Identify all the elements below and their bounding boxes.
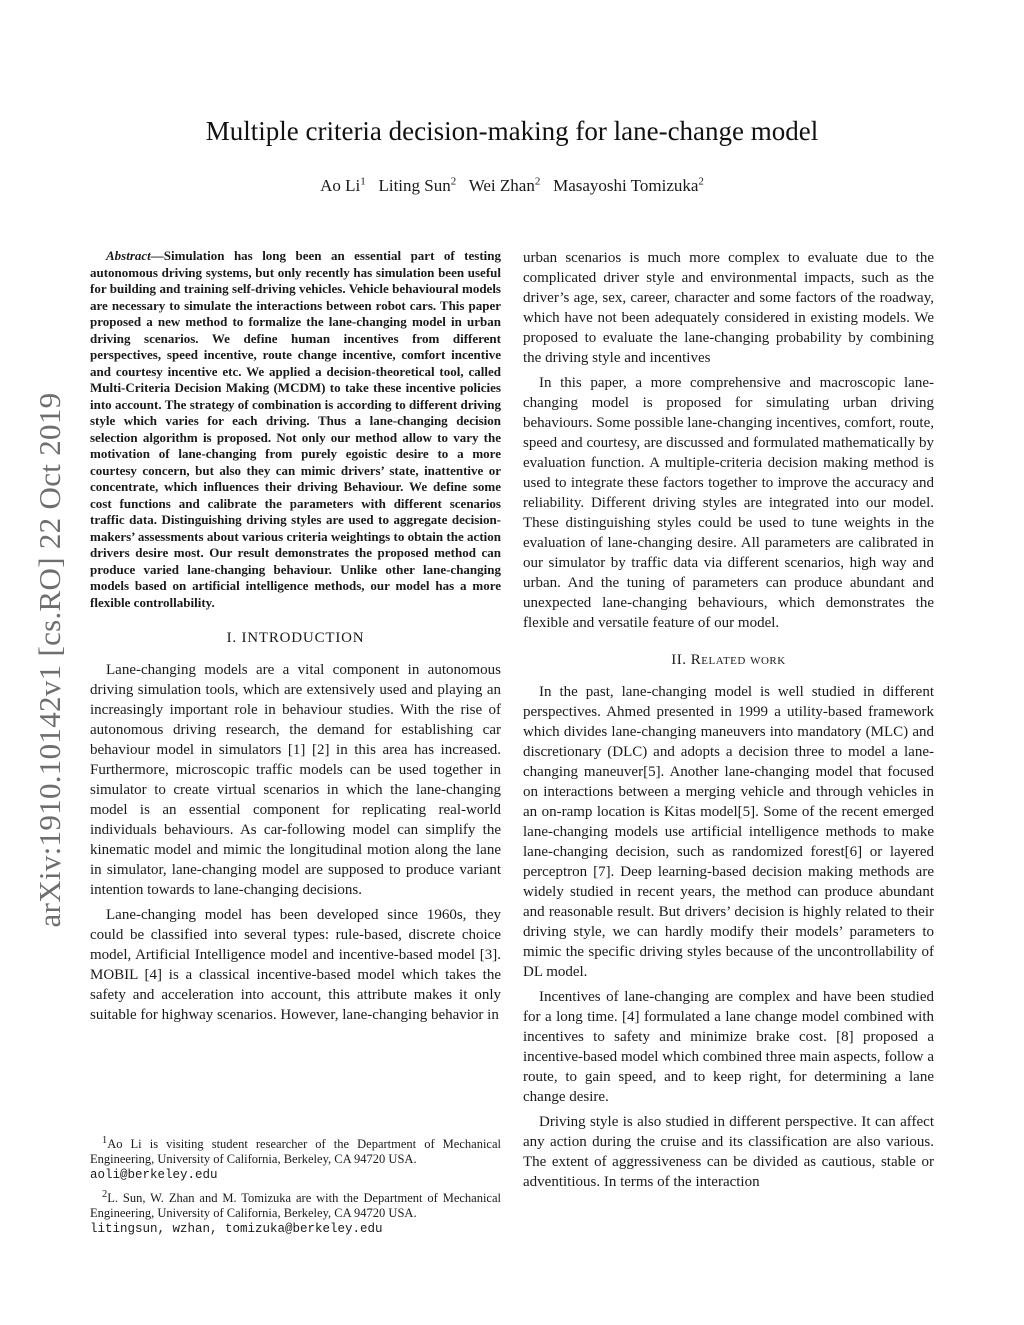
body-paragraph: Driving style is also studied in different perspective. It can affect any action during the cruise and its classification are also various. The extent of aggressiveness can be divided as cautious, stable or adventitious. In terms of the interaction (523, 1114, 934, 1190)
section-heading-introduction: I. INTRODUCTION (226, 630, 365, 646)
author-list (0, 175, 1024, 196)
body-paragraph: In this paper, a more comprehensive and macroscopic lane-changing model is proposed for simulating urban driving behaviours. Some possible lane-changing incentives, comfort, route, speed and courtesy, are discussed and formulated mathematically by evaluation function. A multiple-criteria decision making method is used to integrate these factors together to improve the accuracy and reliability. Different driving styles are integrated into our model. These distinguishing styles could be used to tune weights in the evaluation of lane-changing desire. All parameters are calibrated in our simulator by traffic data via different scenarios, high way and urban. And the tuning of parameters can produce abundant and unexpected lane-changing behaviours, which demonstrates the flexible and versatile feature of our model. (523, 375, 934, 631)
footnote: $^1$Ao Li is visiting student researcher of the Department of Mechanical Engineering, University of California, Berkeley, CA 94720 USA. aoli@berkeley.edu (90, 1135, 501, 1183)
body-paragraph: In the past, lane-changing model is well studied in different perspectives. Ahmed presented in 1999 a utility-based framework which divides lane-changing maneuvers into mandatory (MLC) and discretionary (DLC) and adopts a decision three to model a lane-changing maneuver[5]. Another lane-changing model that focused on interactions between a merging vehicle and through vehicles in an on-ramp location is Kitas model[5]. Some of the recent emerged lane-changing models use artificial intelligence methods to make lane-changing decision, such as randomized forest[6] or layered perceptron [7]. Deep learning-based decision making methods are widely studied in recent years, the method can produce abundant and reasonable result. But drivers’ decision is highly related to their driving style, we can hardly modify their models’ parameters to mimic the specific driving styles because of the uncontrollability of DL model. (523, 684, 934, 980)
arxiv-sidebar-stamp (28, 360, 72, 960)
author: Ao Li$^1$ (320, 175, 366, 195)
author: Wei Zhan$^2$ (468, 175, 541, 195)
abstract-label: Abstract (106, 248, 151, 263)
footnotes (90, 1133, 501, 1241)
author: Liting Sun$^2$ (378, 175, 457, 195)
body-paragraph: Incentives of lane-changing are complex and have been studied for a long time. [4] formulated a lane change model combined with incentives to safety and minimize brake cost. [8] proposed a incentive-based model which combined three main aspects, follow a route, to gain speed, and to keep right, for determining a lane change desire. (523, 989, 934, 1105)
abstract: Abstract—Simulation has long been an essential part of testing autonomous driving systems, but only recently has simulation been useful for building and training self-driving vehicles. Vehicle behavioural models are necessary to simulate the interactions between robot cars. This paper proposed a new method to formalize the lane-changing model in urban driving scenarios. We define human incentives from different perspectives, speed incentive, route change incentive, comfort incentive and courtesy incentive etc. We applied a decision-theoretical tool, called Multi-Criteria Decision Making (MCDM) to take these incentive policies into account. The strategy of combination is according to different driving style which varies for each driving. Thus a lane-changing decision selection algorithm is proposed. Not only our method allow to vary the motivation of lane-changing from purely egoistic desire to a more courtesy concern, but also they can mimic drivers’ state, inattentive or concentrate, which influences their driving Behaviour. We define some cost functions and calibrate the parameters with different scenarios traffic data. Distinguishing driving styles are used to aggregate decision-makers’ assessments about various criteria weightings to obtain the action drivers desire most. Our result demonstrates the proposed method can produce varied lane-changing behaviour. Unlike other lane-changing models based on artificial intelligence methods, our model has a more flexible controllability. (90, 248, 501, 610)
footnote: $^2$L. Sun, W. Zhan and M. Tomizuka are with the Department of Mechanical Engineering, University of California, Berkeley, CA 94720 USA. litingsun, wzhan, tomizuka@berkeley.edu (90, 1189, 501, 1237)
body-paragraph: Lane-changing models are a vital component in autonomous driving simulation tools, which are extensively used and playing an increasingly important role in behaviour studies. With the rise of autonomous driving research, the demand for establishing car behaviour model in simulators [1] [2] in this area has increased. Furthermore, microscopic traffic models can be used together in simulator to create virtual scenarios in which the lane-changing model is an essential component for replicating real-world individuals behaviours. As car-following model can simplify the kinematic model and mimic the longitudinal motion along the lane in simulator, lane-changing model are supposed to produce variant intention towards to lane-changing decisions. (90, 662, 501, 898)
abstract-text: Simulation has long been an essential part of testing autonomous driving systems, but only recently has simulation been useful for building and training self-driving vehicles. Vehicle behavioural models are necessary to simulate the interactions between robot cars. This paper proposed a new method to formalize the lane-changing model in urban driving scenarios. We define human incentives from different perspectives, speed incentive, route change incentive, comfort incentive and courtesy incentive etc. We applied a decision-theoretical tool, called Multi-Criteria Decision Making (MCDM) to take these incentive policies into account. The strategy of combination is according to different driving style which varies for each driving. Thus a lane-changing decision selection algorithm is proposed. Not only our method allow to vary the motivation of lane-changing from purely egoistic desire to a more courtesy concern, but also they can mimic drivers’ state, inattentive or concentrate, which influences their driving Behaviour. We define some cost functions and calibrate the parameters with different scenarios traffic data. Distinguishing driving styles are used to aggregate decision-makers’ assessments about various criteria weightings to obtain the action drivers desire most. Our result demonstrates the proposed method can produce varied lane-changing behaviour. Unlike other lane-changing models based on artificial intelligence methods, our model has a more flexible controllability. (90, 248, 501, 610)
footnote-email: aoli@berkeley.edu (90, 1168, 218, 1183)
section-heading-related-work: II. Related work (671, 652, 786, 668)
author: Masayoshi Tomizuka$^2$ (553, 175, 704, 195)
left-column (90, 248, 501, 1030)
body-paragraph: Lane-changing model has been developed since 1960s, they could be classified into several types: rule-based, discrete choice model, Artificial Intelligence model and incentive-based model [3]. MOBIL [4] is a classical incentive-based model which takes the safety and acceleration into account, this attribute makes it only suitable for highway scenarios. However, lane-changing behavior in (90, 907, 501, 1023)
footnote-email: litingsun, wzhan, tomizuka@berkeley.edu (90, 1222, 383, 1237)
paper-title: Multiple criteria decision-making for lane-change model (205, 116, 819, 146)
arxiv-identifier: arXiv:1910.10142v1 [cs.RO] 22 Oct 2019 (32, 392, 67, 928)
right-column (523, 248, 934, 1197)
body-paragraph: urban scenarios is much more complex to evaluate due to the complicated driver style and environmental impacts, such as the driver’s age, sex, career, character and some factors of the roadway, which have not been adequately considered in existing models. We proposed to evaluate the lane-changing probability by combining the driving style and incentives (523, 250, 934, 366)
